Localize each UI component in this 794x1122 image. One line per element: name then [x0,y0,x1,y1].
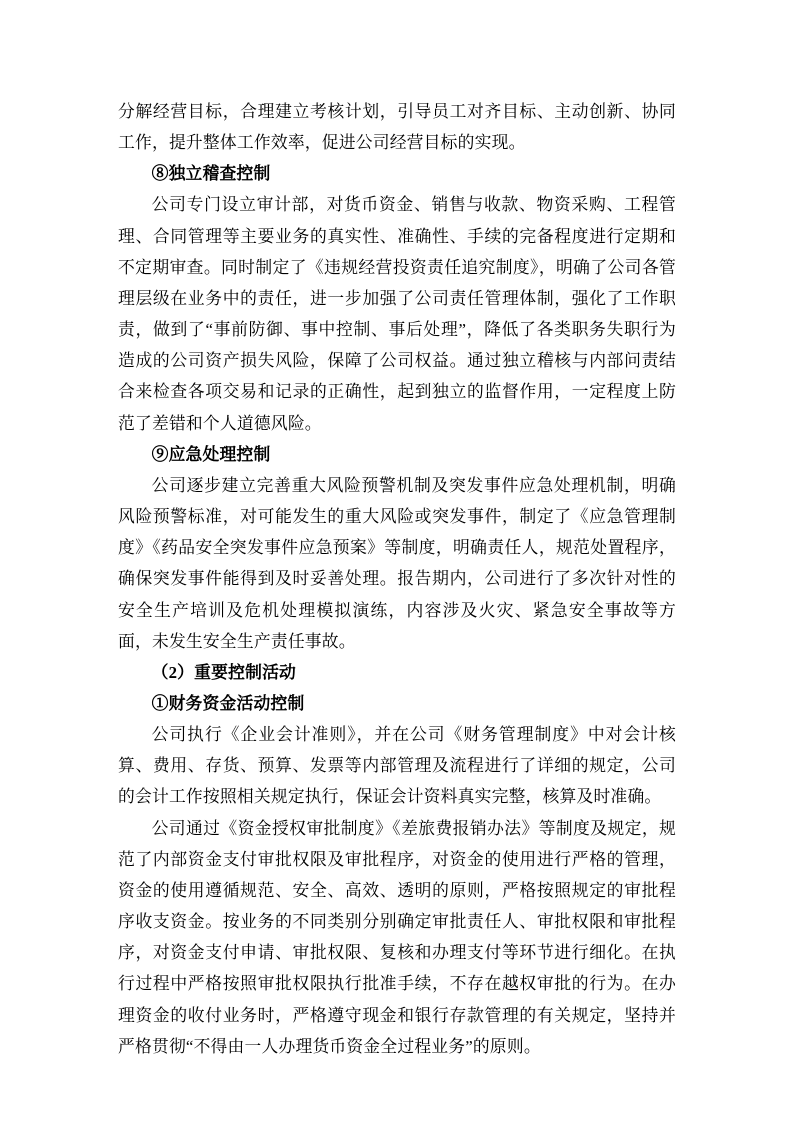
paragraph-emergency-handling-control: 公司逐步建立完善重大风险预警机制及突发事件应急处理机制，明确风险预警标准，对可能发生的重大风险或突发事件，制定了《应急管理制度》《药品安全突发事件应急预案》等制度，明确责任人，规范处置程序，确保突发事件能得到及时妥善处理。报告期内，公司进行了多次针对性的安全生产培训及危机处理模拟演练，内容涉及火灾、紧急安全事故等方面，未发生安全生产责任事故。 [118,475,676,651]
paragraph-accounting-standards: 公司执行《企业会计准则》，并在公司《财务管理制度》中对会计核算、费用、存货、预算、发票等内部管理及流程进行了详细的规定，公司的会计工作按照相关规定执行，保证会计资料真实完整，核算及时准确。 [118,725,676,807]
paragraph-goal-decomposition-continued: 分解经营目标，合理建立考核计划，引导员工对齐目标、主动创新、协同工作，提升整体工作效率，促进公司经营目标的实现。 [118,102,676,153]
heading-emergency-handling-control: ⑨应急处理控制 [151,444,271,464]
heading-financial-funds-activity-control: ①财务资金活动控制 [151,693,305,713]
paragraph-independent-audit-control: 公司专门设立审计部，对货币资金、销售与收款、物资采购、工程管理、合同管理等主要业务的真实性、准确性、手续的完备程度进行定期和不定期审查。同时制定了《违规经营投资责任追究制度》，明确了公司各管理层级在业务中的责任，进一步加强了公司责任管理体制，强化了工作职责，做到了“事前防御、事中控制、事后处理”，降低了各类职务失职行为造成的公司资产损失风险，保障了公司权益。通过独立稽核与内部问责结合来检查各项交易和记录的正确性，起到独立的监督作用，一定程度上防范了差错和个人道德风险。 [118,195,676,433]
paragraph-fund-approval-authorization: 公司通过《资金授权审批制度》《差旅费报销办法》等制度及规定，规范了内部资金支付审批权限及审批程序，对资金的使用进行严格的管理，资金的使用遵循规范、安全、高效、透明的原则，严格按照规定的审批程序收支资金。按业务的不同类别分别确定审批责任人、审批权限和审批程序，对资金支付申请、审批权限、复核和办理支付等环节进行细化。在执行过程中严格按照审批权限执行批准手续，不存在越权审批的行为。在办理资金的收付业务时，严格遵守现金和银行存款管理的有关规定，坚持并严格贯彻“不得由一人办理货币资金全过程业务”的原则。 [118,818,676,1056]
heading-independent-audit-control: ⑧独立稽查控制 [151,164,271,184]
heading-important-control-activities: （2）重要控制活动 [151,662,297,682]
